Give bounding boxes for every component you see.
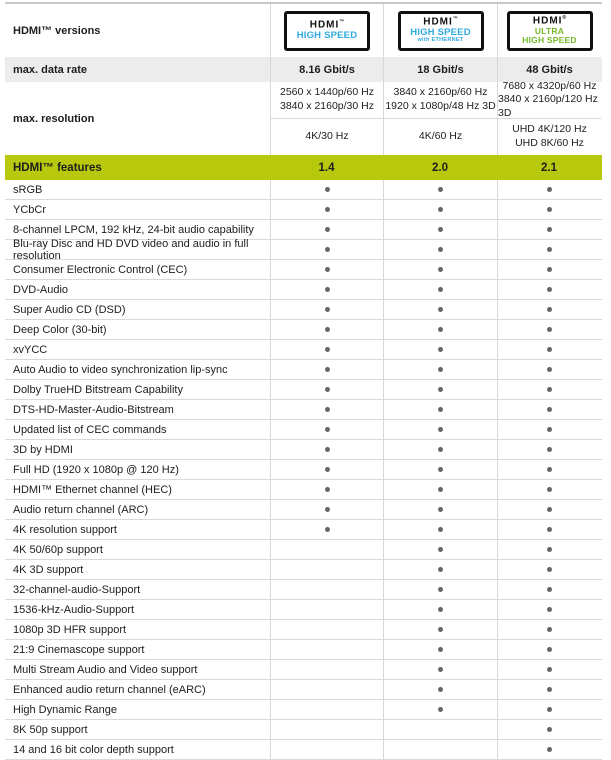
feature-cell [270,240,383,259]
feature-label: 4K resolution support [13,523,117,536]
feature-cell [497,340,601,359]
support-dot [325,507,330,512]
support-dot [325,407,330,412]
data-rate-value: 48 Gbit/s [497,57,601,82]
support-dot [325,387,330,392]
support-dot [547,727,552,732]
feature-cell [383,280,497,299]
feature-cell [383,420,497,439]
feature-cell [383,700,497,719]
support-dot [438,307,443,312]
resolution-col-3 [497,79,601,155]
feature-row [5,720,602,740]
feature-row [5,620,602,640]
feature-label: Deep Color (30-bit) [13,323,107,336]
hdmi-high-speed-ethernet-badge [398,11,484,51]
feature-cell [383,520,497,539]
support-dot [438,247,443,252]
support-dot [547,387,552,392]
data-rate-value: 8.16 Gbit/s [270,57,383,82]
support-dot [325,287,330,292]
support-dot [438,267,443,272]
version-number: 1.4 [318,161,335,174]
feature-cell [497,700,601,719]
feature-cell [497,520,601,539]
feature-cell [270,440,383,459]
feature-cell [270,360,383,379]
feature-row [5,340,602,360]
feature-cell [497,280,601,299]
support-dot [547,747,552,752]
support-dot [547,567,552,572]
feature-cell [383,260,497,279]
support-dot [547,327,552,332]
support-dot [547,187,552,192]
support-dot [438,627,443,632]
support-dot [547,367,552,372]
resolution-secondary: 4K/60 Hz [384,118,497,155]
support-dot [547,547,552,552]
support-dot [438,707,443,712]
hdmi-logo: HDMI® [532,15,567,27]
feature-cell [270,640,383,659]
data-rate-value: 18 Gbit/s [383,57,497,82]
feature-row [5,180,602,200]
feature-cell [270,660,383,679]
feature-cell [497,620,601,639]
feature-row [5,360,602,380]
feature-cell [497,640,601,659]
feature-cell [383,580,497,599]
support-dot [438,487,443,492]
support-dot [438,347,443,352]
feature-label: Multi Stream Audio and Video support [13,663,198,676]
feature-label: YCbCr [13,203,47,216]
feature-label: 14 and 16 bit color depth support [13,743,174,756]
support-dot [547,407,552,412]
feature-cell [383,640,497,659]
support-dot [438,467,443,472]
support-dot [547,607,552,612]
support-dot [547,467,552,472]
resolution-primary: 2560 x 1440p/60 Hz 3840 x 2160p/30 Hz [280,86,374,112]
feature-row [5,600,602,620]
support-dot [325,487,330,492]
support-dot [547,527,552,532]
feature-cell [383,360,497,379]
version-number: 2.1 [541,161,557,174]
support-dot [325,267,330,272]
resolution-label: max. resolution [13,112,95,125]
feature-cell [383,660,497,679]
support-dot [438,387,443,392]
feature-cell [383,720,497,739]
feature-label: Consumer Electronic Control (CEC) [13,263,188,276]
support-dot [438,447,443,452]
feature-row [5,380,602,400]
feature-cell [270,620,383,639]
feature-row [5,580,602,600]
resolution-col-1 [270,82,383,155]
feature-cell [383,480,497,499]
support-dot [547,267,552,272]
feature-label: Enhanced audio return channel (eARC) [13,683,206,696]
feature-cell [270,420,383,439]
support-dot [547,627,552,632]
feature-cell [497,400,601,419]
support-dot [438,587,443,592]
feature-cell [497,540,601,559]
support-dot [547,247,552,252]
feature-cell [497,420,601,439]
feature-cell [497,460,601,479]
feature-cell [383,400,497,419]
data-rate-label: max. data rate [13,63,87,76]
support-dot [325,527,330,532]
support-dot [438,407,443,412]
feature-label: 8-channel LPCM, 192 kHz, 24-bit audio capability [13,223,254,236]
versions-row-label: HDMI™ versions [13,24,101,37]
feature-row [5,320,602,340]
feature-cell [270,500,383,519]
resolution-secondary: 4K/30 Hz [271,118,383,155]
feature-cell [383,680,497,699]
feature-cell [497,480,601,499]
feature-cell [497,260,601,279]
feature-cell [383,560,497,579]
feature-cell [270,740,383,759]
feature-cell [270,560,383,579]
support-dot [438,327,443,332]
feature-cell [497,740,601,759]
data-rate-row [5,57,602,82]
feature-row [5,540,602,560]
feature-cell [497,660,601,679]
feature-label: Full HD (1920 x 1080p @ 120 Hz) [13,463,179,476]
feature-cell [270,520,383,539]
feature-cell [383,240,497,259]
badge-cell-high-speed-ethernet [383,4,497,57]
feature-cell [383,300,497,319]
feature-cell [497,380,601,399]
feature-cell [270,680,383,699]
feature-cell [270,460,383,479]
feature-label: DTS-HD-Master-Audio-Bitstream [13,403,174,416]
badge-line: HIGH SPEED [522,34,577,45]
resolution-col-2 [383,82,497,155]
feature-cell [270,260,383,279]
support-dot [325,467,330,472]
resolution-primary: 3840 x 2160p/60 Hz 1920 x 1080p/48 Hz 3D [385,86,496,112]
feature-label: 8K 50p support [13,723,88,736]
feature-cell [270,180,383,199]
feature-row [5,500,602,520]
support-dot [325,247,330,252]
feature-row [5,680,602,700]
support-dot [547,487,552,492]
feature-cell [383,380,497,399]
feature-cell [270,600,383,619]
feature-cell [270,200,383,219]
feature-row [5,480,602,500]
support-dot [438,187,443,192]
support-dot [325,367,330,372]
support-dot [547,587,552,592]
feature-cell [383,460,497,479]
support-dot [547,447,552,452]
feature-cell [497,300,601,319]
feature-cell [270,340,383,359]
support-dot [438,427,443,432]
feature-cell [383,340,497,359]
support-dot [547,707,552,712]
feature-cell [270,300,383,319]
feature-cell [270,280,383,299]
feature-label: High Dynamic Range [13,703,117,716]
feature-label: 1080p 3D HFR support [13,623,127,636]
hdmi-ultra-high-speed-badge [507,11,593,51]
support-dot [547,687,552,692]
feature-cell [383,540,497,559]
feature-row [5,700,602,720]
support-dot [325,427,330,432]
hdmi-logo: HDMI™ [309,19,345,31]
support-dot [438,667,443,672]
feature-label: Super Audio CD (DSD) [13,303,126,316]
badge-cell-high-speed [270,4,383,57]
support-dot [547,227,552,232]
resolution-secondary: UHD 4K/120 Hz UHD 8K/60 Hz [498,118,601,155]
feature-label: Blu-ray Disc and HD DVD video and audio in full resolution [13,237,249,262]
feature-label: 3D by HDMI [13,443,73,456]
feature-cell [270,580,383,599]
feature-cell [497,240,601,259]
feature-cell [497,180,601,199]
feature-cell [270,480,383,499]
support-dot [438,647,443,652]
feature-label: 4K 3D support [13,563,84,576]
feature-cell [383,600,497,619]
feature-cell [497,440,601,459]
feature-cell [497,580,601,599]
feature-row [5,740,602,760]
feature-label: 21:9 Cinemascope support [13,643,145,656]
feature-cell [497,220,601,239]
feature-label: 1536-kHz-Audio-Support [13,603,135,616]
feature-label: Updated list of CEC commands [13,423,167,436]
support-dot [325,307,330,312]
feature-row [5,520,602,540]
hdmi-logo: HDMI™ [423,16,458,28]
feature-row [5,260,602,280]
support-dot [547,647,552,652]
features-header-label: HDMI™ features [13,161,102,174]
feature-cell [497,720,601,739]
support-dot [325,207,330,212]
feature-cell [270,400,383,419]
feature-row [5,440,602,460]
feature-label: Auto Audio to video synchronization lip-sync [13,363,228,376]
feature-label: Dolby TrueHD Bitstream Capability [13,383,183,396]
version-number: 2.0 [432,161,448,174]
support-dot [547,667,552,672]
support-dot [547,307,552,312]
feature-row [5,420,602,440]
badge-subline: with ETHERNET [417,37,464,44]
badge-line: ULTRA [534,25,565,36]
feature-row [5,280,602,300]
feature-label: Audio return channel (ARC) [13,503,149,516]
feature-row [5,300,602,320]
support-dot [325,187,330,192]
feature-cell [383,180,497,199]
feature-cell [497,320,601,339]
feature-cell [497,200,601,219]
feature-cell [270,220,383,239]
feature-label: 4K 50/60p support [13,543,103,556]
badge-line: HIGH SPEED [296,29,358,41]
badge-line: HIGH SPEED [410,27,471,39]
support-dot [547,287,552,292]
feature-cell [383,200,497,219]
resolution-primary: 7680 x 4320p/60 Hz 3840 x 2160p/120 Hz 3D [498,79,598,119]
support-dot [438,607,443,612]
feature-label: HDMI™ Ethernet channel (HEC) [13,483,172,496]
resolution-row [5,79,602,155]
support-dot [547,427,552,432]
support-dot [438,287,443,292]
hdmi-comparison-table [5,2,602,760]
versions-row [5,4,602,57]
feature-cell [383,320,497,339]
badge-cell-ultra-high-speed [497,4,601,57]
support-dot [325,327,330,332]
feature-cell [497,560,601,579]
feature-label: DVD-Audio [13,283,69,296]
features-body [5,180,602,760]
support-dot [547,507,552,512]
feature-label: xvYCC [13,343,48,356]
support-dot [325,447,330,452]
support-dot [547,347,552,352]
feature-row [5,660,602,680]
feature-row [5,237,602,262]
feature-row [5,640,602,660]
support-dot [438,367,443,372]
feature-label: 32-channel-audio-Support [13,583,141,596]
support-dot [325,347,330,352]
feature-cell [497,680,601,699]
feature-cell [270,540,383,559]
features-header-row [5,155,602,180]
feature-row [5,400,602,420]
support-dot [438,567,443,572]
feature-cell [270,720,383,739]
feature-cell [383,220,497,239]
support-dot [438,227,443,232]
feature-cell [383,620,497,639]
feature-cell [497,500,601,519]
feature-cell [383,440,497,459]
support-dot [325,227,330,232]
support-dot [438,687,443,692]
hdmi-high-speed-badge [284,11,370,51]
feature-row [5,200,602,220]
support-dot [438,527,443,532]
feature-cell [497,360,601,379]
feature-cell [383,740,497,759]
feature-cell [270,700,383,719]
support-dot [438,207,443,212]
feature-label: sRGB [13,183,43,196]
feature-cell [497,600,601,619]
support-dot [438,507,443,512]
feature-row [5,460,602,480]
feature-cell [270,320,383,339]
feature-row [5,560,602,580]
feature-cell [383,500,497,519]
support-dot [438,547,443,552]
support-dot [547,207,552,212]
feature-cell [270,380,383,399]
